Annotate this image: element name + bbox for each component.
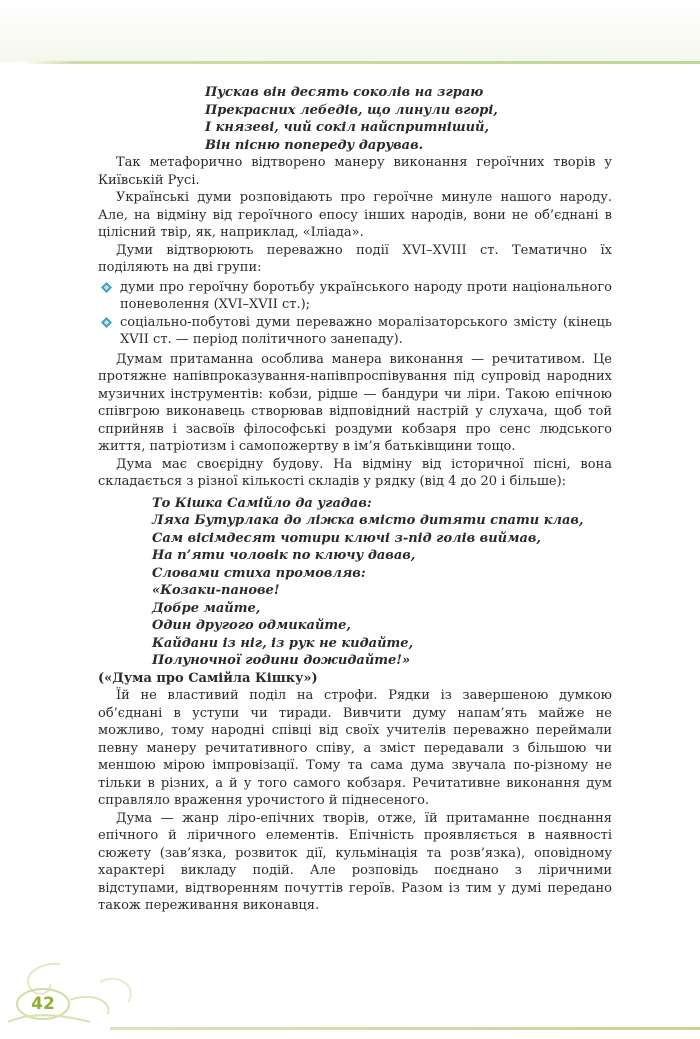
page-content: [98, 84, 612, 915]
bullet-text: соціально-побутові думи переважно моралізаторського змісту (кінець XVII ст. — період політичного занепаду).: [120, 314, 612, 347]
diamond-bullet-icon: [101, 317, 112, 328]
verse-line: Добре майте,: [152, 600, 261, 616]
verse-line: Один другого одмикайте,: [152, 618, 351, 633]
epigraph-verse: [205, 84, 612, 154]
paragraph: Думи відтворюють переважно події XVI–XVIII ст. Тематично їх поділяють на дві групи:: [98, 242, 612, 275]
diamond-bullet-icon: [101, 282, 112, 293]
verse-line: Він пісню попереду дарував.: [205, 137, 424, 153]
header-rule: [20, 61, 700, 64]
paragraph: Так метафорично відтворено манеру виконання героїчних творів у Київській Русі.: [98, 155, 612, 188]
paragraph: Їй не властивий поділ на строфи. Рядки із завершеною думкою об’єднані в уступи чи тиради. Вивчити думу напам’ять майже не можливо, тому народні співці від своїх учителів переважно переймали певну манеру речитативного співу, а зміст передавали з більшою чи меншою мірою імпровізації. Тому та сама дума звучала по-різному не тільки в різних, а й у того самого кобзаря. Речитативне виконання дум справляло враження урочистого й піднесеного.: [98, 688, 612, 808]
verse-line: Полуночної години дожидайте!»: [152, 653, 411, 668]
page-number: 42: [31, 994, 55, 1014]
verse-line: На п’яти чоловік по ключу давав,: [152, 548, 416, 563]
footer-rule: [110, 1027, 700, 1030]
verse-line: Прекрасних лебедів, що линули вгорі,: [205, 102, 498, 118]
verse-line: Кайдани із ніг, із рук не кидайте,: [152, 635, 414, 651]
verse-line: Пускав він десять соколів на зграю: [205, 85, 484, 100]
bullet-text: думи про героїчну боротьбу українського народу проти національного поневолення (XVI–XVII ст.);: [120, 279, 612, 312]
page-corner-ornament: [0, 952, 140, 1039]
paragraph: Дума — жанр ліро-епічних творів, отже, їй притаманне поєднання епічного й ліричного елементів. Епічність проявляється в наявності сюжету (зав’язка, розвиток дії, кульмінація та розв’язка), оповідному характері викладу подій. Але розповідь поєднано з ліричними відступами, відтворенням почуттів героїв. Разом із тим у думі передано також переживання виконавця.: [98, 810, 612, 913]
paragraph: Українські думи розповідають про героїчне минуле нашого народу. Але, на відміну від героїчного епосу інших народів, вони не об’єднані в цілісний твір, як, наприклад, «Іліада».: [98, 190, 612, 240]
verse-line: Сам вісімдесят чотири ключі з-під голів виймав,: [152, 530, 541, 546]
verse-line: «Козаки-панове!: [152, 583, 280, 598]
paragraph: Думам притаманна особлива манера виконання — речитативом. Це протяжне напівпроказування-напівпроспівування під супровід народних музичних інструментів: кобзи, рідше — бандури чи ліри. Такою епічною співгрою виконавець створював відповідний настрій у слухача, щоб той сприйняв і засвоїв філософські роздуми кобзаря про сенс людського життя, патріотизм і самопожертву в ім’я батьківщини тощо.: [98, 351, 612, 454]
verse-line: Ляха Бутурлака до ліжка вмісто дитяти спати клав,: [152, 513, 584, 528]
verse-line: І князеві, чий сокіл найспритніший,: [205, 120, 490, 135]
bullet-item: [98, 314, 612, 349]
verse-line: Словами стиха промовляв:: [152, 565, 366, 581]
verse-attribution: («Дума про Самійла Кішку»): [98, 670, 318, 686]
duma-excerpt: [152, 495, 612, 670]
bullet-item: [98, 279, 612, 314]
bullet-list: [98, 279, 612, 349]
verse-line: То Кішка Самійло да угадав:: [152, 495, 372, 511]
paragraph: Дума має своєрідну будову. На відміну від історичної пісні, вона складається з різної кількості складів у рядку (від 4 до 20 і більше):: [98, 456, 612, 489]
header-band: [0, 0, 700, 62]
